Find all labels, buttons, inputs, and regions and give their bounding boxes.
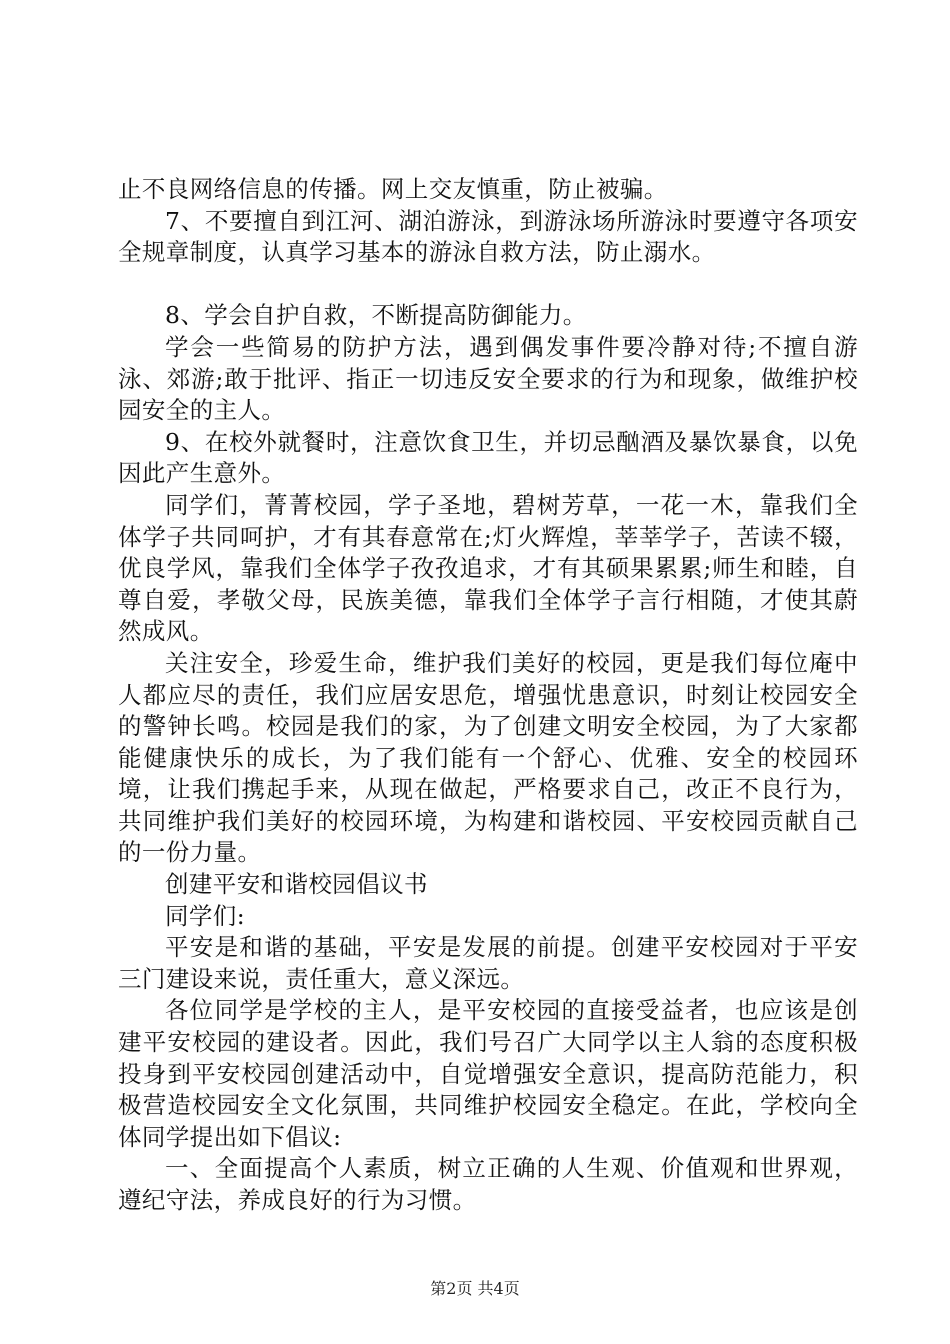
- page-number-footer: 第2页 共4页: [430, 1279, 520, 1298]
- paragraph: 9、在校外就餐时，注意饮食卫生，并切忌酗酒及暴饮暴食，以免因此产生意外。: [118, 427, 858, 488]
- paragraph: 同学们，菁菁校园，学子圣地，碧树芳草，一花一木，靠我们全体学子共同呵护，才有其春意常在;灯火辉煌，莘莘学子，苦读不辍，优良学风，靠我们全体学子孜孜追求，才有其硕果累累;师生和睦，自尊自爱，孝敬父母，民族美德，靠我们全体学子言行相随，才使其蔚然成风。: [118, 490, 858, 646]
- paragraph: 止不良网络信息的传播。网上交友慎重，防止被骗。: [118, 175, 668, 203]
- paragraph: 各位同学是学校的主人，是平安校园的直接受益者，也应该是创建平安校园的建设者。因此，我们号召广大同学以主人翁的态度积极投身到平安校园创建活动中，自觉增强安全意识，提高防范能力，积极营造校园安全文化氛围，共同维护校园安全稳定。在此，学校向全体同学提出如下倡议:: [118, 996, 858, 1151]
- paragraph: 7、不要擅自到江河、湖泊游泳，到游泳场所游泳时要遵守各项安全规章制度，认真学习基本的游泳自救方法，防止溺水。: [118, 206, 858, 267]
- paragraph: 关注安全，珍爱生命，维护我们美好的校园，更是我们每位庵中人都应尽的责任，我们应居安思危，增强忧患意识，时刻让校园安全的警钟长鸣。校园是我们的家，为了创建文明安全校园，为了大家都能健康快乐的成长，为了我们能有一个舒心、优雅、安全的校园环境，让我们携起手来，从现在做起，严格要求自己，改正不良行为，共同维护我们美好的校园环境，为构建和谐校园、平安校园贡献自己的一份力量。: [118, 648, 858, 867]
- section-title: 创建平安和谐校园倡议书: [165, 870, 428, 899]
- salutation: 同学们:: [165, 901, 246, 930]
- paragraph: 8、学会自护自救，不断提高防御能力。: [165, 301, 587, 330]
- paragraph: 学会一些简易的防护方法，遇到偶发事件要冷静对待;不擅自游泳、郊游;敢于批评、指正一切违反安全要求的行为和现象，做维护校园安全的主人。: [118, 332, 858, 425]
- paragraph: 一、全面提高个人素质，树立正确的人生观、价值观和世界观，遵纪守法，养成良好的行为习惯。: [118, 1154, 858, 1214]
- paragraph: 平安是和谐的基础，平安是发展的前提。创建平安校园对于平安三门建设来说，责任重大，意义深远。: [118, 933, 858, 993]
- document-body: [118, 174, 858, 1217]
- paragraph-gap: [118, 269, 858, 301]
